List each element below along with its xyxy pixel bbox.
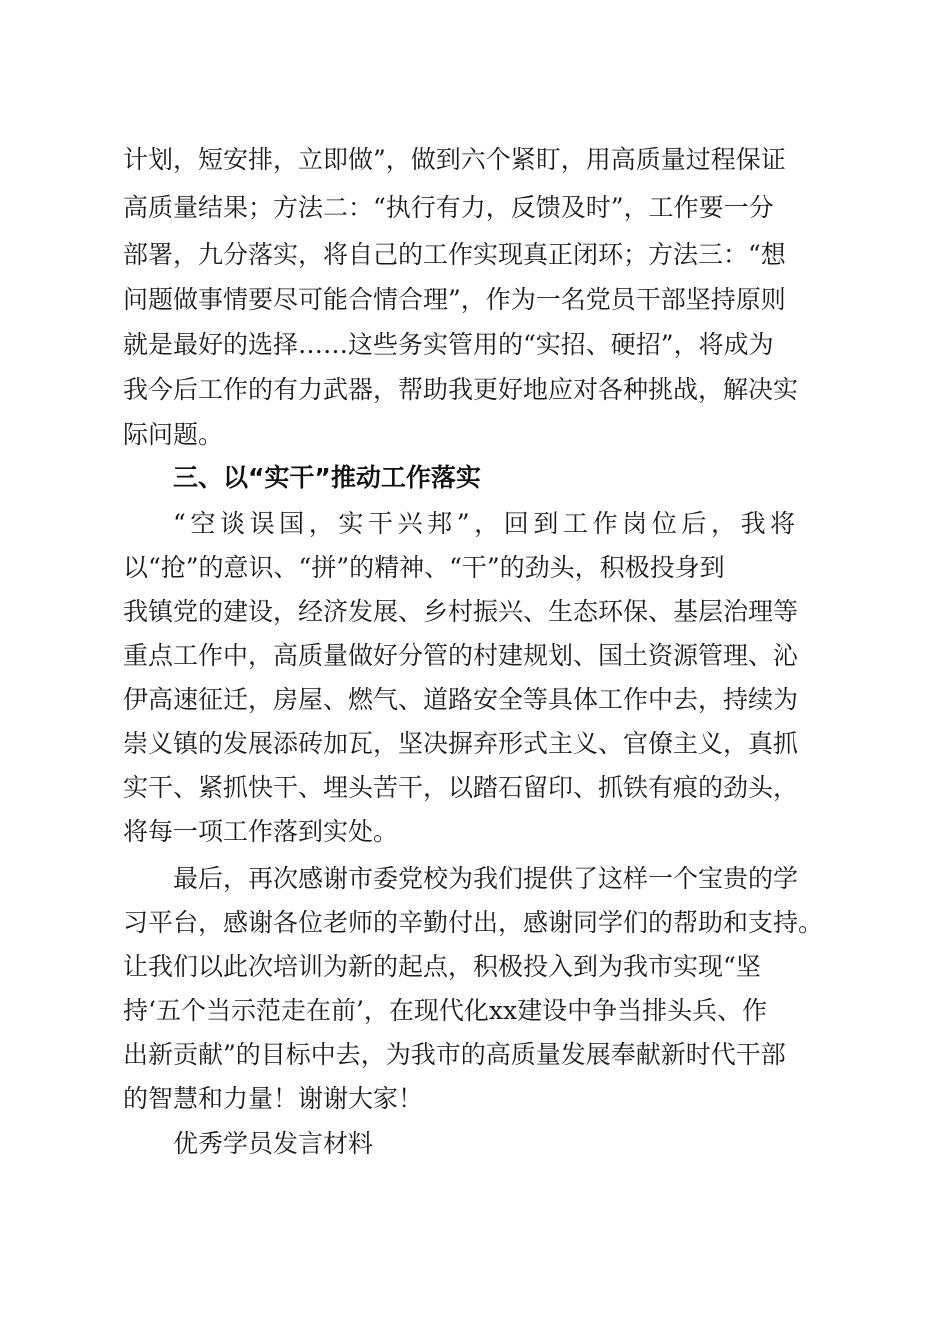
section-heading: 三、以“实干”推动工作落实 bbox=[173, 463, 481, 492]
body-text-line: 出新贡献”的目标中去，为我市的高质量发展奉献新时代干部 bbox=[123, 1040, 786, 1069]
body-text-line: 伊高速征迁，房屋、燃气、道路安全等具体工作中去，持续为 bbox=[123, 685, 799, 714]
body-text-line: 崇义镇的发展添砖加瓦，坚决摒弃形式主义、官僚主义，真抓 bbox=[123, 729, 799, 758]
body-text-line: 实干、紧抓快干、埋头苦干，以踏石留印、抓铁有痕的劲头， bbox=[123, 773, 799, 802]
body-text-line: 高质量结果；方法二：“执行有力，反馈及时”，工作要一分 bbox=[123, 193, 774, 222]
body-text-line: 重点工作中，高质量做好分管的村建规划、国土资源管理、沁 bbox=[123, 641, 799, 670]
body-text-line: 计划，短安排，立即做”，做到六个紧盯，用高质量过程保证 bbox=[123, 145, 786, 174]
body-text-line: 让我们以此次培训为新的起点，积极投入到为我市实现“坚 bbox=[123, 952, 761, 981]
body-text-line: 将每一项工作落到实处。 bbox=[123, 817, 399, 846]
body-text-line: 持‘五个当示范走在前’，在现代化xx建设中争当排头兵、作 bbox=[123, 996, 768, 1025]
body-text-line: 以“抢”的意识、“拼”的精神、“干”的劲头，积极投身到 bbox=[123, 553, 725, 582]
body-text-line: 我今后工作的有力武器，帮助我更好地应对各种挑战，解决实 bbox=[123, 375, 799, 404]
body-text-line: 我镇党的建设，经济发展、乡村振兴、生态环保、基层治理等 bbox=[123, 597, 799, 626]
body-text-line: 部署，九分落实，将自己的工作实现真正闭环；方法三：“想 bbox=[123, 240, 786, 269]
body-text-line: “空谈误国，实干兴邦”，回到工作岗位后，我将 bbox=[173, 509, 800, 538]
body-text-line: 就是最好的选择……这些务实管用的“实招、硬招”，将成为 bbox=[123, 330, 774, 359]
body-text-line: 问题做事情要尽可能合情合理”，作为一名党员干部坚持原则 bbox=[123, 285, 786, 314]
body-text-line: 际问题。 bbox=[123, 420, 224, 449]
body-text-line: 最后，再次感谢市委党校为我们提供了这样一个宝贵的学 bbox=[173, 864, 799, 893]
closing-caption: 优秀学员发言材料 bbox=[173, 1129, 374, 1158]
body-text-line: 习平台，感谢各位老师的辛勤付出，感谢同学们的帮助和支持。 bbox=[123, 908, 824, 937]
body-text-line: 的智慧和力量！谢谢大家！ bbox=[123, 1084, 424, 1113]
